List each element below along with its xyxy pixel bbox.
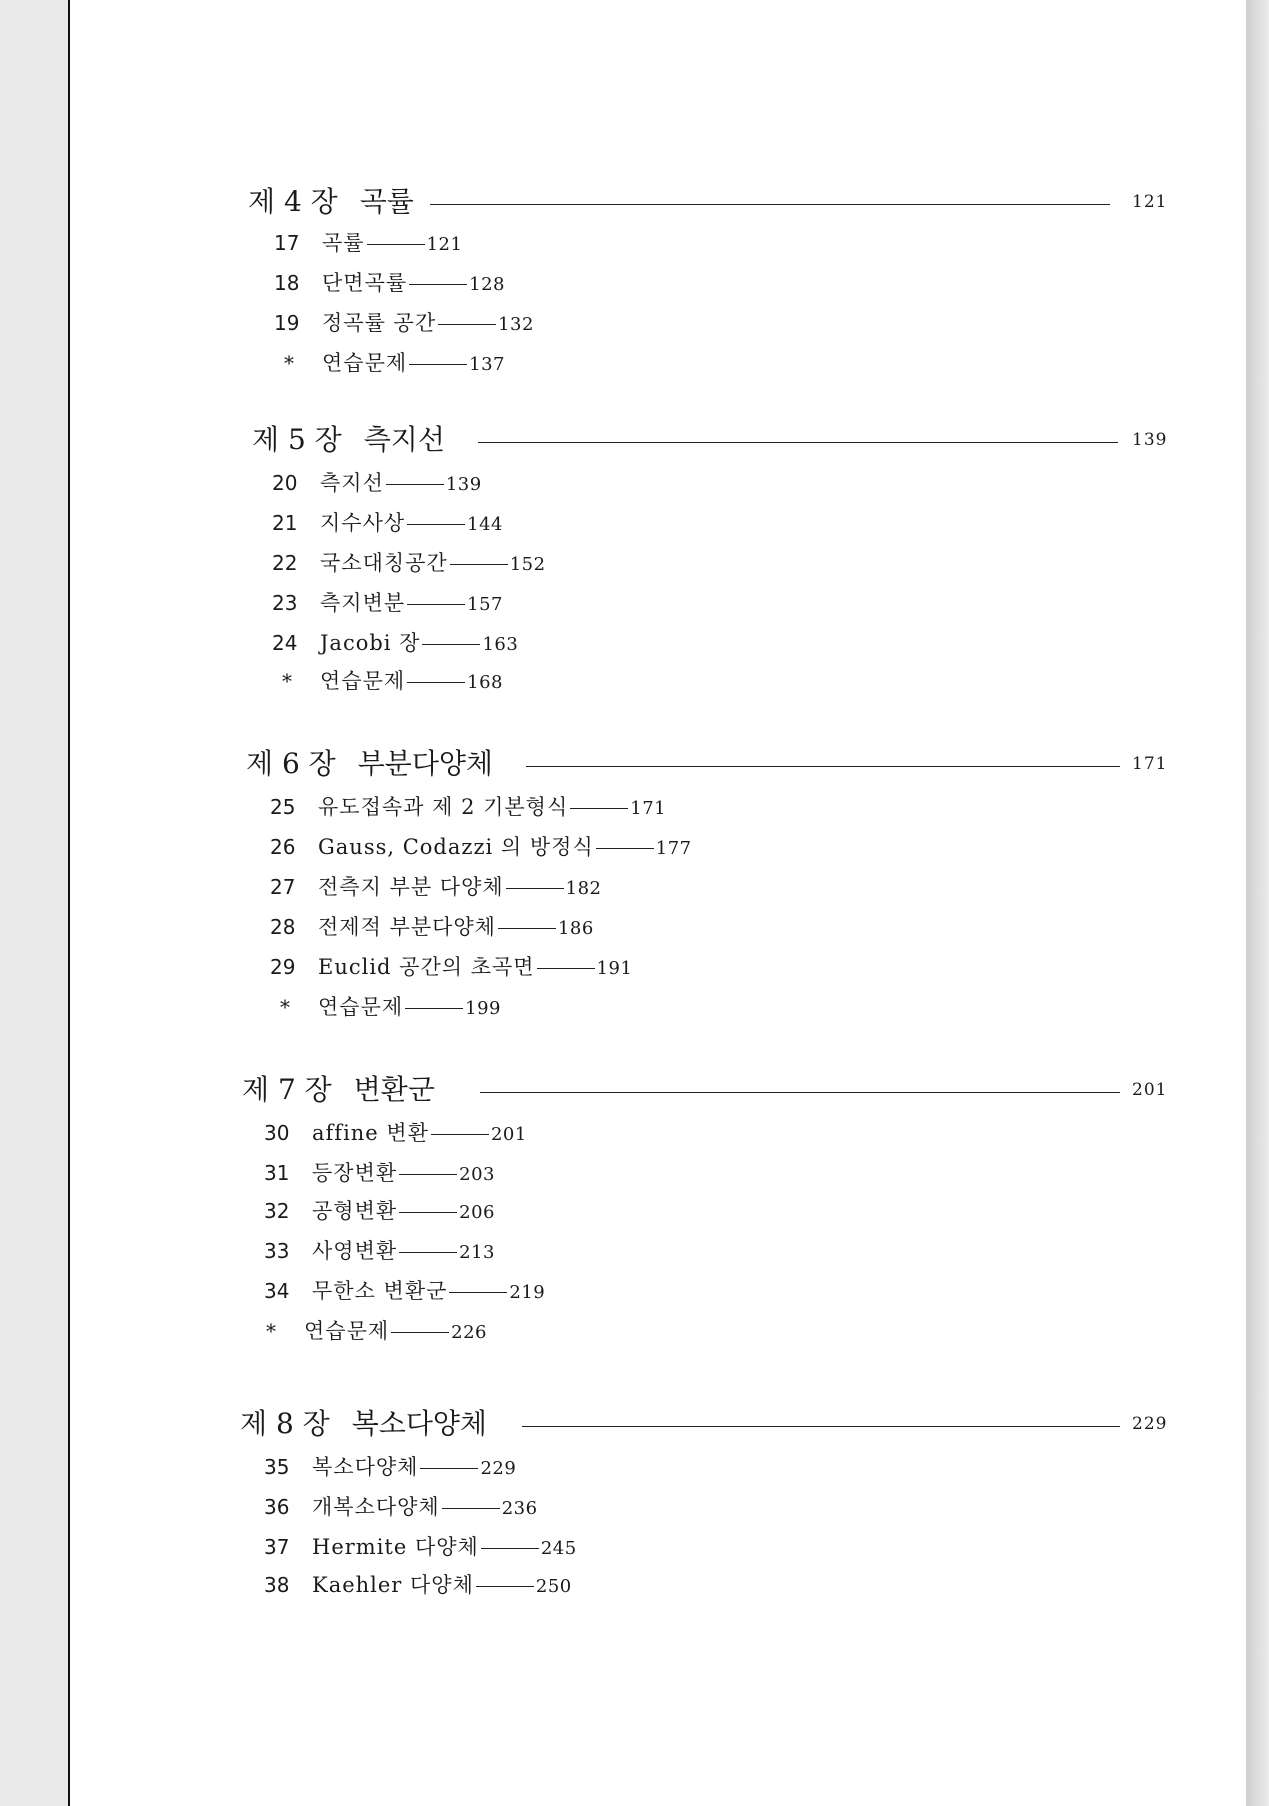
toc-entry: 24 Jacobi 장 163 xyxy=(272,631,519,655)
toc-entry-exercises: * 연습문제 137 xyxy=(284,351,506,375)
chapter-leader-line xyxy=(522,1426,1120,1427)
toc-entry: 33 사영변환 213 xyxy=(264,1239,496,1263)
toc-entry: 34 무한소 변환군 219 xyxy=(264,1279,546,1303)
chapter-page-number: 139 xyxy=(1132,430,1168,450)
chapter-heading xyxy=(70,1402,1248,1446)
chapter-title: 제 4 장 곡률 xyxy=(248,185,414,218)
toc-entry: 38 Kaehler 다양체 250 xyxy=(264,1573,572,1597)
toc-entry: 27 전측지 부분 다양체 182 xyxy=(270,875,602,899)
toc-entry: 32 공형변환 206 xyxy=(264,1199,496,1223)
chapter-title: 제 8 장 복소다양체 xyxy=(240,1407,487,1440)
chapter-title: 제 6 장 부분다양체 xyxy=(246,747,493,780)
chapter-leader-line xyxy=(480,1092,1120,1093)
toc-entry: 21 지수사상 144 xyxy=(272,511,504,535)
toc-entry: 18 단면곡률 128 xyxy=(274,271,506,295)
chapter-page-number: 201 xyxy=(1132,1080,1168,1100)
toc-entry-exercises: * 연습문제 226 xyxy=(266,1319,488,1343)
chapter-heading xyxy=(70,418,1248,462)
chapter-page-number: 121 xyxy=(1132,192,1168,212)
toc-entry: 30 affine 변환 201 xyxy=(264,1121,527,1145)
toc-entry: 28 전제적 부분다양체 186 xyxy=(270,915,594,939)
toc-page xyxy=(68,0,1246,1806)
chapter-heading xyxy=(70,1068,1248,1112)
chapter-page-number: 171 xyxy=(1132,754,1168,774)
chapter-page-number: 229 xyxy=(1132,1414,1168,1434)
chapter-heading xyxy=(70,742,1248,786)
chapter-title: 제 7 장 변환군 xyxy=(242,1073,435,1106)
toc-entry: 25 유도접속과 제 2 기본형식 171 xyxy=(270,795,667,819)
toc-entry: 26 Gauss, Codazzi 의 방정식 177 xyxy=(270,835,692,859)
toc-entry: 29 Euclid 공간의 초곡면 191 xyxy=(270,955,633,979)
page-edge-shadow xyxy=(1246,0,1269,1806)
toc-entry: 35 복소다양체 229 xyxy=(264,1455,517,1479)
chapter-title: 제 5 장 측지선 xyxy=(252,423,445,456)
toc-entry: 17 곡률 121 xyxy=(274,231,463,255)
toc-entry: 20 측지선 139 xyxy=(272,471,482,495)
chapter-leader-line xyxy=(478,442,1118,443)
toc-entry: 22 국소대칭공간 152 xyxy=(272,551,546,575)
chapter-heading xyxy=(70,180,1248,224)
chapter-leader-line xyxy=(430,204,1110,205)
toc-entry: 31 등장변환 203 xyxy=(264,1161,496,1185)
toc-entry-exercises: * 연습문제 168 xyxy=(282,669,504,693)
toc-entry: 19 정곡률 공간 132 xyxy=(274,311,534,335)
toc-entry: 37 Hermite 다양체 245 xyxy=(264,1535,577,1559)
chapter-leader-line xyxy=(526,766,1120,767)
toc-entry-exercises: * 연습문제 199 xyxy=(280,995,502,1019)
toc-entry: 23 측지변분 157 xyxy=(272,591,504,615)
toc-entry: 36 개복소다양체 236 xyxy=(264,1495,538,1519)
